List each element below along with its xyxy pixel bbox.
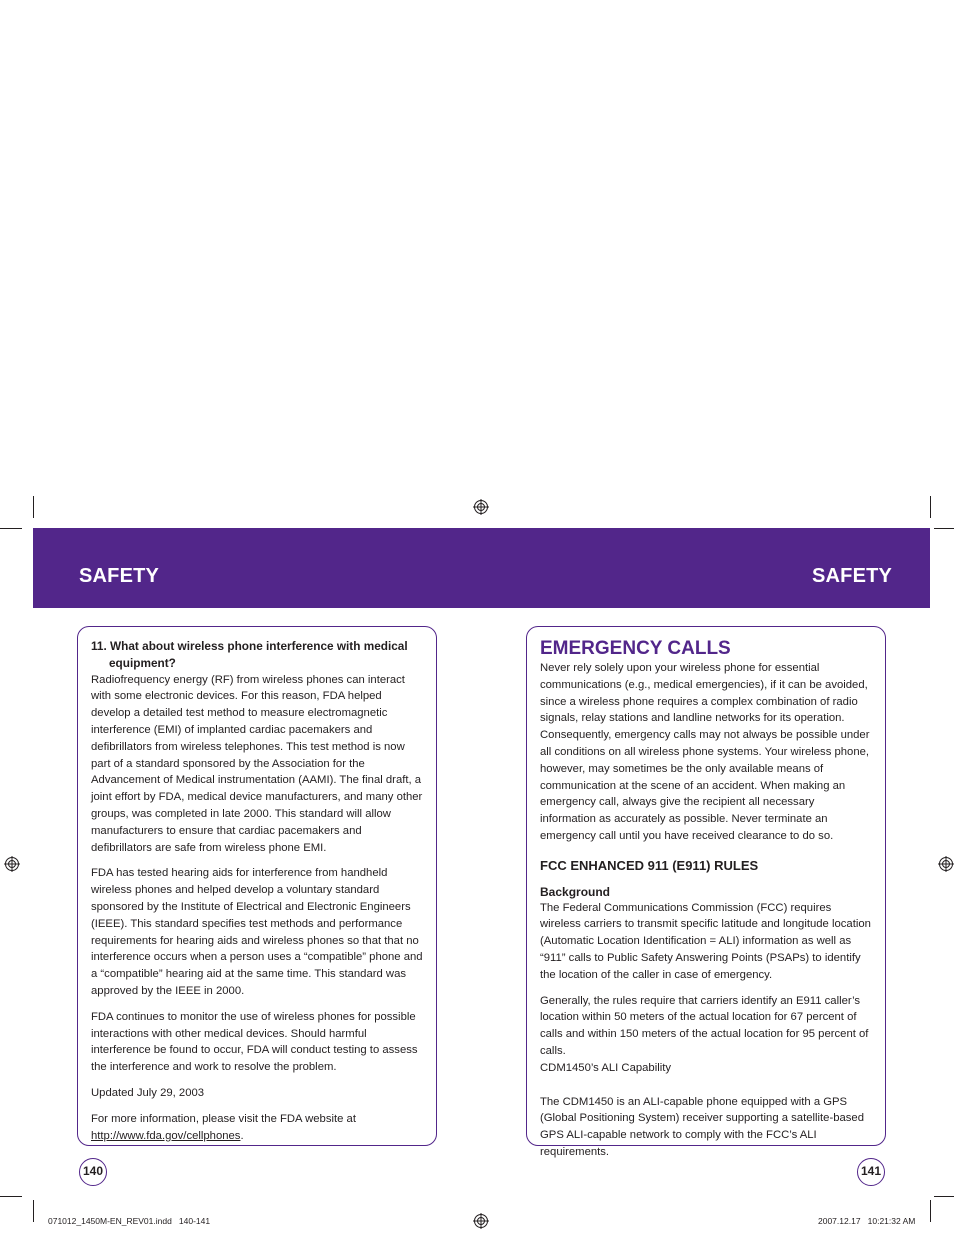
- paragraph-hearing-aids: FDA has tested hearing aids for interference from handheld wireless phones and helped develop a voluntary standard sponsored by the Institute of Electrical and Electronic Engineers (IEEE). This standard specifies test methods and performance requirements for hearing aids and wireless phones so that that no interference occurs when a person uses a “compatible” phone and a “compatible” hearing aid at the same time. This standard was approved by the IEEE in 2000.: [91, 867, 423, 997]
- question-line1: What about wireless phone interference with medical: [110, 639, 408, 653]
- crop-mark-icon: [0, 1196, 22, 1197]
- crop-mark-icon: [33, 1200, 34, 1222]
- updated-date: Updated July 29, 2003: [91, 1086, 205, 1099]
- fda-website-link[interactable]: http://www.fda.gov/cellphones: [91, 1129, 241, 1142]
- crop-mark-icon: [930, 496, 931, 518]
- paragraph-rf-interference: Radiofrequency energy (RF) from wireless phones can interact with some electronic devices. For this reason, FDA helped develop a detailed test method to measure electromagnetic interference (EMI) of implanted cardiac pacemakers and defibrillators from wireless telephones. This test method is now part of a standard sponsored by the Association for the Advancement of Medical instrumentation (AAMI). The final draft, a joint effort by FDA, medical device manufacturers, and many other groups, was completed in late 2000. This standard will allow manufacturers to ensure that cardiac pacemakers and defibrillators are safe from wireless phone EMI.: [91, 673, 423, 854]
- question-heading: [91, 638, 423, 672]
- question-line2: equipment?: [109, 655, 176, 670]
- registration-mark-icon: [473, 499, 489, 515]
- timestamp: 2007.12.17 10:21:32 AM: [818, 1216, 916, 1226]
- capability-heading: CDM1450’s ALI Capability: [540, 1061, 672, 1074]
- crop-mark-icon: [934, 1196, 954, 1197]
- left-section-title: SAFETY: [79, 565, 160, 587]
- page-number-left: 140: [79, 1158, 107, 1186]
- question-number: 11.: [91, 639, 107, 653]
- crop-mark-icon: [930, 1200, 931, 1222]
- right-section-title: SAFETY: [812, 565, 893, 587]
- registration-mark-icon: [473, 1213, 489, 1229]
- header-band: [33, 528, 930, 608]
- e911-subheading: FCC ENHANCED 911 (E911) RULES: [540, 857, 759, 873]
- registration-mark-icon: [938, 856, 954, 872]
- paragraph-fda-monitoring: FDA continues to monitor the use of wireless phones for possible interactions with other medical devices. Should harmful interference be found to occur, FDA will conduct testing to assess the interference and work to resolve the problem.: [91, 1010, 418, 1074]
- background-paragraph1: The Federal Communications Commission (FCC) requires wireless carriers to transmit specific latitude and longitude location (Automatic Location Identification = ALI) information as well as “911” calls to Public Safety Answering Points (PSAPs) to identify the location of the caller in case of emergency.: [540, 901, 871, 981]
- background-paragraph2: Generally, the rules require that carriers identify an E911 caller’s location within 50 meters of the actual location for 67 percent of calls and within 150 meters of the actual location for 95 percent of calls.: [540, 994, 869, 1057]
- more-info-prefix: For more information, please visit the FDA website at: [91, 1112, 356, 1125]
- capability-paragraph: The CDM1450 is an ALI-capable phone equipped with a GPS (Global Positioning System) receiver supporting a satellite-based GPS ALI-capable network to comply with the FCC’s ALI requirements.: [540, 1095, 865, 1158]
- registration-mark-icon: [4, 856, 20, 872]
- crop-mark-icon: [0, 528, 22, 529]
- page-number-right: 141: [857, 1158, 885, 1186]
- emergency-calls-title: EMERGENCY CALLS: [540, 638, 731, 659]
- more-info-suffix: .: [240, 1129, 244, 1142]
- more-info: [91, 1111, 423, 1145]
- right-page-content: [540, 660, 872, 1170]
- left-page-content: [91, 638, 423, 1153]
- crop-mark-icon: [33, 496, 34, 518]
- file-slug: 071012_1450M-EN_REV01.indd 140-141: [48, 1216, 211, 1226]
- crop-mark-icon: [934, 528, 954, 529]
- emergency-intro: Never rely solely upon your wireless phone for essential communications (e.g., medical emergencies), if it can be avoided, since a wireless phone requires a complex combination of radio signals, relay stations and landline networks for its operation. Consequently, emergency calls may not always be possible under all conditions on all wireless phone systems. Your wireless phone, however, may sometimes be the only available means of communication at the scene of an accident. When making an emergency call, always give the recipient all necessary information as accurately as possible. Never terminate an emergency call until you have received clearance to do so.: [540, 662, 870, 842]
- background-heading: Background: [540, 884, 611, 899]
